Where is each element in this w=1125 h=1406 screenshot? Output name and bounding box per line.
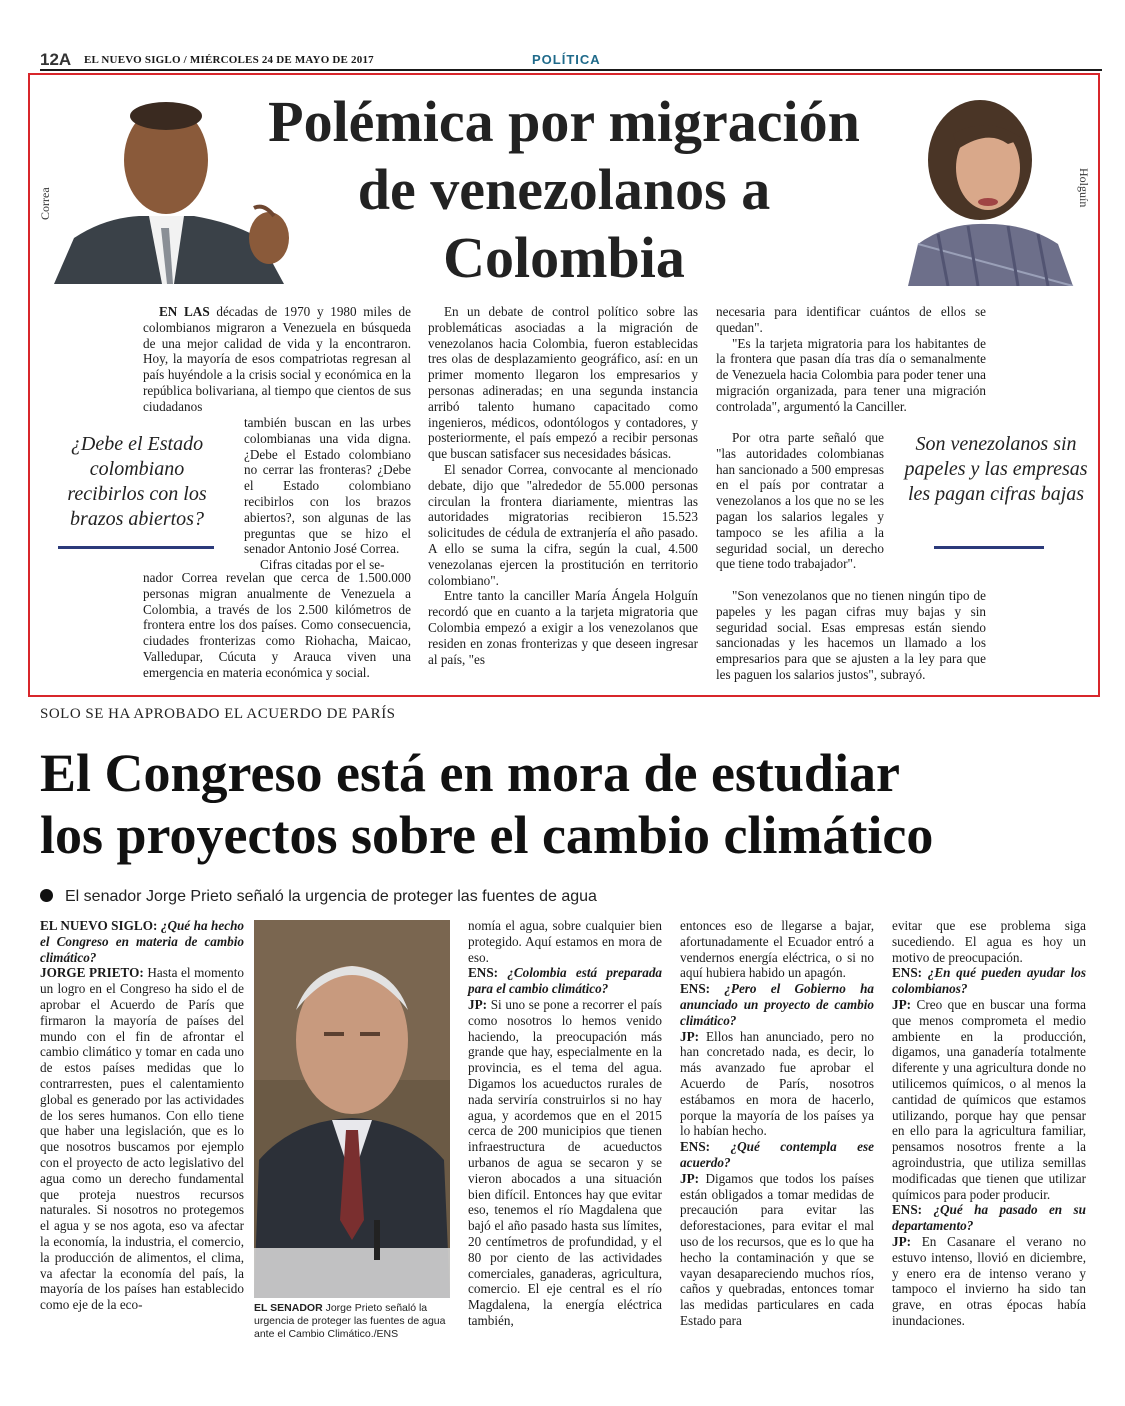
bullet-icon: [40, 889, 53, 902]
question-3: ¿Pero el Gobierno ha anunciado un proyecto de cambio climático?: [680, 981, 874, 1028]
interviewer-label: EL NUEVO SIGLO:: [40, 918, 158, 933]
answer-6: En Casanare el verano no estuvo intenso, llovió en diciembre, y enero era de intenso verano y tampoco el invierno ha sido tan grave, en otras épocas había inundaciones.: [892, 1233, 1087, 1328]
photo-holguin-caption: Holguín: [1077, 168, 1091, 208]
page-header: [40, 48, 1102, 72]
col2-continuation: nomía el agua, sobre cualquier bien protegido. Aquí estamos en mora de eso.: [468, 918, 662, 965]
subheadline-text: El senador Jorge Prieto señaló la urgencia de proteger las fuentes de agua: [65, 888, 597, 905]
bottom-col4: [892, 918, 1086, 1329]
top-col3-lower: [716, 588, 986, 683]
interviewee-label: JP:: [680, 1170, 700, 1186]
top-col3-p2: "Es la tarjeta migratoria para los habitantes de la frontera que pasan día tras día o semanalmente de Venezuela hacia Colombia para poder tener una migración organizada, para tener una migración controlada", argumentó la Canciller.: [716, 335, 986, 414]
bottom-headline: [40, 742, 1090, 866]
photo-holguin: [888, 94, 1084, 286]
answer-2: Si uno se pone a recorrer el país como nosotros lo hemos venido haciendo, la preocupación más grande que hay, especialmente en la provincia, es el tema del agua. Digamos los acueductos rurales de nada serviría construirlos si no hay agua, y acordemos que en el 2015 cerca de 200 municipios que tienen infraestructura de acueductos urbanos de agua se secaron y se vieron abocados a una situación bien difícil. Entonces hay que evitar eso, tenemos el río Magdalena que bajó el año pasado hasta sus límites, 20 centímetros de profundidad, y el 80 por ciento de las actividades comerciales, ganaderas, agricultura, comercio. El eje central es el río Magdalena, la energía eléctrica también,: [468, 996, 663, 1328]
answer-5: Creo que en buscar una forma que menos comprometa el medio ambiente en la producción, digamos, una ganadería totalmente diferente y una agricultura donde no utilicemos químicos, o al menos la cantidad de químicos que estamos utilizando, porque hay que pensar en ello para la agricultura familiar, pensamos nosotros frente a la agroindustria, que utiliza semillas modificadas que tienen que utilizar químicos para poder producir.: [892, 996, 1086, 1202]
question-4: ¿Qué contempla ese acuerdo?: [680, 1139, 874, 1170]
top-col1-lower: [143, 570, 411, 681]
bottom-col2: [468, 918, 662, 1329]
question-2: ¿Colombia está preparada para el cambio climático?: [468, 965, 663, 997]
top-col1-middle: [244, 415, 411, 573]
question-1: ¿Qué ha hecho el Congreso en materia de cambio climático?: [40, 918, 245, 965]
top-col2-p3: Entre tanto la canciller María Ángela Holguín recordó que en cuanto a la tarjeta migratoria que Colombia empezó a exigir a los venezolanos que residen en zonas fronterizas y que deseen ingresar al país, "es: [428, 588, 698, 667]
answer-1: Hasta el momento un logro en el Congreso ha sido el de aprobar el Acuerdo de París que firmaron la mayoría de países del mundo con el fin de afrontar el cambio climático y tomar en cada uno de estos países medidas que lo contrarresten, pues el calentamiento global es generado por las actividades de los seres humanos. Con ello tiene que haber una legislación, que es lo que nosotros buscamos por ejemplo con el proyecto de acto legislativo del agua como un derecho fundamental que proteja nuestros recursos naturales. Si nosotros no protegemos el agua y se nos agota, eso va afectar la economía, la industria, el comercio, la producción de alimentos, el clima, va afectar la economía del país, la mayoría de los países han establecido como eje de la eco-: [40, 965, 244, 1313]
bottom-col1: [40, 918, 244, 1313]
top-col3-middle: [716, 430, 884, 572]
top-col3-p4: "Son venezolanos que no tienen ningún tipo de papeles y les pagan cifras muy bajas y sin seguridad social. Esas empresas están siendo sancionadas y les hacemos un llamado a los empresarios para que se ajusten a la ley para que les paguen los salarios justos", subrayó.: [716, 588, 986, 682]
bottom-headline-line1: El Congreso está en mora de estudiar: [40, 743, 900, 803]
pull-quote-right: Son venezolanos sin papeles y las empresas les pagan cifras bajas: [904, 433, 1088, 505]
interviewee-label: JP:: [892, 1233, 912, 1249]
top-col2-p1: En un debate de control político sobre las problemáticas asociadas a la migración de venezolanos hacia Colombia, fueron establecidas tres olas de desplazamiento geográfico, así: en un primer momento llegaron los empresarios y personas adineradas; en una segunda instancia arribó talento humano capacitado como ingenieros, médicos, odontólogos y contadores, y posteriormente, el país empezó a recibir personas que buscan satisfacer sus necesidades básicas.: [428, 304, 698, 462]
section-label: POLÍTICA: [532, 52, 601, 67]
top-col1-p2a: Cifras citadas por el se-: [260, 557, 385, 573]
page-number: 12A: [40, 50, 72, 69]
pull-quote-right-rule: [934, 546, 1044, 549]
lead-in: EN LAS: [159, 304, 210, 319]
bottom-headline-line2: los proyectos sobre el cambio climático: [40, 805, 934, 865]
interviewer-label: ENS:: [680, 981, 711, 997]
interviewer-label: ENS:: [892, 965, 923, 981]
top-col1-p2b: nador Correa revelan que cerca de 1.500.000 personas migran anualmente de Venezuela a Colombia, a través de los 2.500 kilómetros de frontera entre los dos países. Como consecuencia, ciudades fronterizas como Riohacha, Maicao, Valledupar, Cúcuta y Arauca viven una emergencia en materia económica y social.: [143, 570, 411, 680]
question-6: ¿Qué ha pasado en su departamento?: [892, 1202, 1086, 1234]
interviewee-label: JP:: [680, 1028, 700, 1044]
subheadline: [40, 888, 597, 906]
top-col2: [428, 304, 698, 667]
pull-quote-left-rule: [58, 546, 214, 549]
interviewee-label: JP:: [468, 996, 488, 1012]
photo-correa-caption: Correa: [38, 187, 52, 220]
photo-prieto-caption: [254, 1302, 450, 1341]
kicker: SOLO SE HA APROBADO EL ACUERDO DE PARÍS: [40, 706, 396, 722]
top-col1-p1b: también buscan en las urbes colombianas una vida digna. ¿Debe el Estado colombiano no cerrar las fronteras? ¿Debe el Estado colombiano recibirlos con los brazos abiertos?, son algunas de las preguntas que se hizo el senador Antonio José Correa.: [244, 415, 411, 557]
col4-continuation: evitar que ese problema siga sucediendo. El agua es hoy un motivo de preocupación.: [892, 918, 1086, 965]
newspaper-dateline: EL NUEVO SIGLO / MIÉRCOLES 24 DE MAYO DE 2017: [84, 54, 374, 66]
photo-caption-lead: EL SENADOR: [254, 1302, 323, 1314]
photo-prieto: [254, 920, 450, 1298]
answer-4: Digamos que todos los países están obligados a tomar medidas de precaución para evitar las deforestaciones, para evitar el mal uso de los recursos, que es lo que ha hecho la contaminación y que se vayan desapareciendo muchos ríos, caños y quebradas, entonces tomar las medidas particulares en cada Estado para: [680, 1170, 874, 1328]
pull-quote-left: ¿Debe el Estado colombiano recibirlos con los brazos abiertos?: [67, 433, 207, 530]
top-col1-p1: décadas de 1970 y 1980 miles de colombianos migraron a Venezuela en búsqueda de una mejor calidad de vida y la encontraron. Hoy, la mayoría de esos compatriotas regresan al país huyéndole a la crisis social y económica en la república bolivariana, al tiempo que cientos de sus ciudadanos: [143, 304, 412, 414]
top-col3-upper: [716, 304, 986, 415]
interviewee-label: JP:: [892, 996, 912, 1012]
interviewer-label: ENS:: [468, 965, 499, 981]
top-col2-p2: El senador Correa, convocante al mencionado debate, dijo que "alrededor de 55.000 personas circulan la frontera diariamente, mientras las autoridades migratorias recibieron 15.523 solicitudes de cédula de extranjería el año pasado. A ello se suma la cifra, según la cual, 4.500 venezolanas ejercen la prostitución en territorio colombiano".: [428, 461, 698, 588]
top-col3-p1: necesaria para identificar cuántos de ellos se quedan".: [716, 304, 986, 335]
bottom-col3: [680, 918, 874, 1329]
interviewer-label: ENS:: [680, 1139, 711, 1155]
header-rule: [40, 69, 1102, 71]
answer-3: Ellos han anunciado, pero no han concretado nada, es decir, lo más avanzado fue aprobar el Acuerdo de París, nosotros estábamos en mora de hacerlo, porque la mayoría de los países ya lo habían hecho.: [680, 1028, 874, 1139]
interviewee-label: JORGE PRIETO:: [40, 965, 144, 981]
col3-continuation: entonces eso de llegarse a bajar, afortunadamente el Ecuador entró a vendernos energía eléctrica, o si no aquí hubiera habido un apagón.: [680, 918, 874, 981]
interviewer-label: ENS:: [892, 1202, 923, 1218]
top-col3-p3: Por otra parte señaló que "las autoridades colombianas han sancionado a 500 empresas en el país por contratar a venezolanos a los que no se les pagan los salarios legales y tampoco se les afilia a la seguridad social, un derecho que tiene todo trabajador".: [716, 430, 884, 572]
photo-caption-text: Jorge Prieto señaló la urgencia de proteger las fuentes de agua ante el Cambio Climático./ENS: [254, 1302, 446, 1340]
question-5: ¿En qué pueden ayudar los colombianos?: [892, 965, 1087, 997]
top-col1-upper: [143, 304, 411, 415]
top-headline: Polémica por migración de venezolanos a Colombia: [268, 89, 860, 290]
